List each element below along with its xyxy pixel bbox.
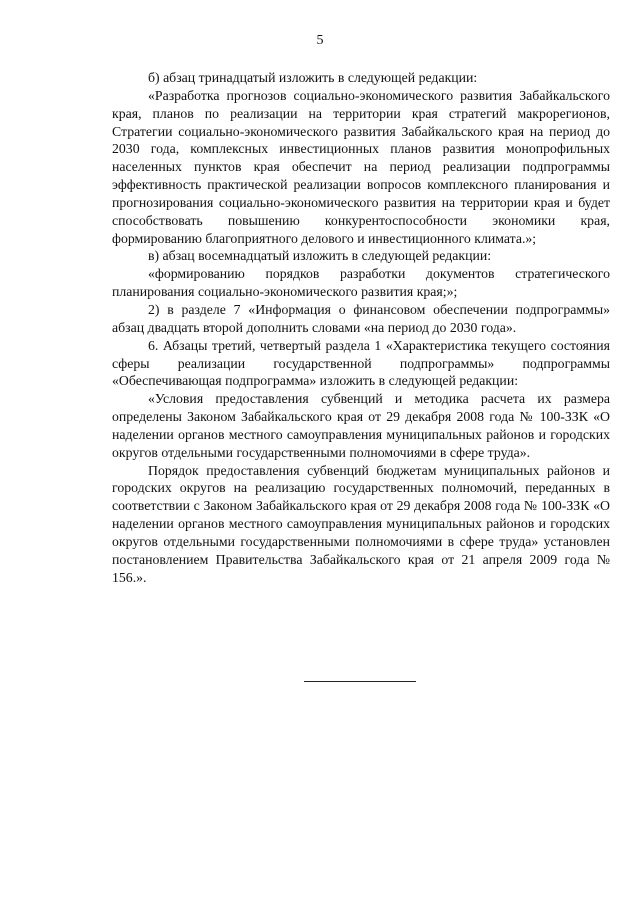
document-body (112, 69, 610, 586)
paragraph-b-amendment: б) абзац тринадцатый изложить в следующей редакции: (148, 70, 478, 85)
paragraph-v-amendment: в) абзац восемнадцатый изложить в следующей редакции: (148, 248, 492, 264)
paragraph-quoted-formation: «формированию порядков разработки документов стратегического планирования социально-экономического развития края;»; (112, 266, 610, 300)
paragraph-quoted-subventions: «Условия предоставления субвенций и методика расчета их размера определены Законом Забайкальского края от 29 декабря 2008 года № 100-ЗЗК «О наделении органов местного самоуправления муниципальных районов и городских округов отдельными государственными полномочиями в сфере труда». (112, 391, 610, 460)
closing-line (304, 681, 416, 682)
paragraph-quoted-development: «Разработка прогнозов социально-экономического развития Забайкальского края, планов по реализации на территории края стратегий макрорегионов, Стратегии социально-экономического развития Забайкальского края на период до 2030 года, комплексных инвестиционных планов развития монопрофильных населенных пунктов края обеспечит на период реализации подпрограммы эффективность практической реализации вопросов комплексного планирования и прогнозирования социально-экономического развития на территории края и будет способствовать повышению конкурентоспособности экономики края, формированию благоприятного делового и инвестиционного климата.»; (112, 87, 610, 246)
paragraph-section-7: 2) в разделе 7 «Информация о финансовом обеспечении подпрограммы» абзац двадцать второй дополнить словами «на период до 2030 года». (112, 301, 610, 335)
paragraph-procedure: Порядок предоставления субвенций бюджетам муниципальных районов и городских округов на реализацию государственных полномочий, переданных в соответствии с Законом Забайкальского края от 29 декабря 2008 года № 100-ЗЗК «О наделении органов местного самоуправления муниципальных районов и городских округов отдельными государственными полномочиями в сфере труда» установлен постановлением Правительства Забайкальского края от 21 апреля 2009 года № 156.». (112, 462, 610, 585)
page-number: 5 (316, 33, 324, 48)
paragraph-item-6: 6. Абзацы третий, четвертый раздела 1 «Характеристика текущего состояния сферы реализации государственной подпрограммы» подпрограммы «Обеспечивающая подпрограмма» изложить в следующей редакции: (112, 337, 610, 389)
